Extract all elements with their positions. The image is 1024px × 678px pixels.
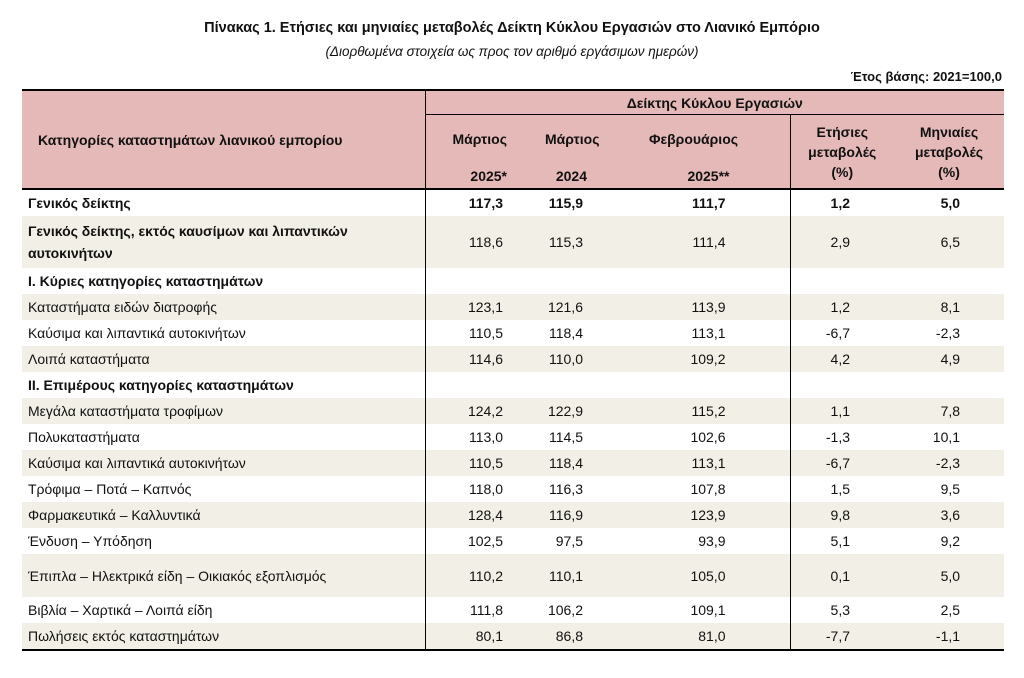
retail-turnover-table — [22, 89, 1004, 651]
section-row — [22, 268, 1004, 294]
table-row — [22, 554, 1004, 597]
row-label: Καύσιμα και λιπαντικά αυτοκινήτων — [22, 450, 425, 476]
cell-annual-change: 1,2 — [790, 294, 894, 320]
col-annual-change-l3: (%) — [831, 163, 854, 180]
table-row — [22, 216, 1004, 268]
col-annual-change — [790, 115, 894, 190]
cell-annual-change: -6,7 — [790, 450, 894, 476]
cell-march-2025: 114,6 — [425, 346, 537, 372]
cell-monthly-change: 5,0 — [894, 189, 1004, 216]
cell-feb-2025: 81,0 — [641, 623, 790, 650]
col-monthly-change — [894, 115, 1004, 190]
cell-feb-2025: 105,0 — [641, 554, 790, 597]
cell-feb-2025: 113,1 — [641, 450, 790, 476]
cell-monthly-change: 9,5 — [940, 481, 961, 497]
col-march-2024-top: Μάρτιος — [537, 115, 641, 164]
table-row — [22, 597, 1004, 623]
base-year-note: Έτος βάσης: 2021=100,0 — [850, 69, 1002, 84]
cell-monthly-change: 8,1 — [894, 294, 1004, 320]
col-feb-2025-top: Φεβρουάριος — [641, 115, 790, 164]
row-label: Βιβλία – Χαρτικά – Λοιπά είδη — [28, 602, 213, 618]
cell-annual-change: 5,1 — [790, 528, 894, 554]
section-row — [22, 372, 1004, 398]
table-title: Πίνακας 1. Ετήσιες και μηνιαίες μεταβολές Δείκτη Κύκλου Εργασιών στο Λιανικό Εμπόριο — [204, 20, 820, 36]
table-row — [22, 424, 1004, 450]
cell-march-2024: 110,1 — [537, 554, 641, 597]
col-march-2025-top: Μάρτιος — [425, 115, 537, 164]
cell-monthly-change: -2,3 — [935, 325, 961, 341]
cell-monthly-change: 5,0 — [894, 554, 1004, 597]
cell-feb-2025: 111,4 — [641, 216, 790, 268]
cell-feb-2025: 109,1 — [690, 602, 726, 618]
cell-march-2025: 118,6 — [425, 216, 537, 268]
cell-march-2024: 122,9 — [537, 398, 641, 424]
cell-monthly-change: 3,6 — [894, 502, 1004, 528]
cell-march-2024: 114,5 — [549, 429, 583, 445]
cell-feb-2025: 123,9 — [641, 502, 790, 528]
cell-march-2025: 118,0 — [425, 476, 537, 502]
row-label: Καταστήματα ειδών διατροφής — [22, 294, 425, 320]
cell-march-2024: 118,4 — [537, 450, 641, 476]
table-row — [22, 189, 1004, 216]
cell-march-2024: 116,3 — [549, 481, 583, 497]
cell-monthly-change: 7,8 — [894, 398, 1004, 424]
table-row — [22, 528, 1004, 554]
table-row — [22, 398, 1004, 424]
cell-march-2025: 110,5 — [425, 450, 537, 476]
cell-annual-change: -1,3 — [790, 424, 894, 450]
row-label: Έπιπλα – Ηλεκτρικά είδη – Οικιακός εξοπλισμός — [22, 554, 425, 597]
table-subtitle: (Διορθωμένα στοιχεία ως προς τον αριθμό εργάσιμων ημερών) — [325, 44, 699, 59]
row-label: Γενικός δείκτης, εκτός καυσίμων και λιπαντικών αυτοκινήτων — [22, 216, 425, 268]
col-monthly-change-l2: μεταβολές — [914, 143, 984, 160]
cell-feb-2025: 109,2 — [641, 346, 790, 372]
cell-march-2024: 115,9 — [537, 189, 641, 216]
cell-march-2025: 80,1 — [425, 623, 537, 650]
cell-march-2024: 86,8 — [537, 623, 641, 650]
cell-annual-change: 1,2 — [790, 189, 894, 216]
row-label: Πωλήσεις εκτός καταστημάτων — [22, 623, 425, 650]
cell-monthly-change: 6,5 — [894, 216, 1004, 268]
cell-march-2025: 124,2 — [425, 398, 537, 424]
cell-feb-2025: 113,9 — [641, 294, 790, 320]
cell-march-2025: 111,8 — [425, 597, 537, 623]
cell-feb-2025: 102,6 — [690, 429, 726, 445]
cell-march-2025: 102,5 — [425, 528, 537, 554]
cell-march-2024: 118,4 — [549, 325, 583, 341]
row-label: Φαρμακευτικά – Καλλυντικά — [22, 502, 425, 528]
cell-march-2024: 106,2 — [547, 602, 583, 618]
cell-march-2025: 113,0 — [425, 424, 537, 450]
cell-monthly-change: -2,3 — [894, 450, 1004, 476]
cell-annual-change: 1,1 — [790, 398, 894, 424]
col-monthly-change-l3: (%) — [938, 163, 960, 180]
row-label: Πολυκαταστήματα — [28, 429, 140, 445]
cell-feb-2025: 113,1 — [691, 325, 726, 341]
cell-annual-change: 5,3 — [790, 597, 894, 623]
index-group-header: Δείκτης Κύκλου Εργασιών — [425, 90, 1004, 115]
cell-annual-change: 9,8 — [790, 502, 894, 528]
cell-annual-change: 4,2 — [790, 346, 894, 372]
cell-march-2025: 117,3 — [425, 189, 537, 216]
cell-monthly-change: 4,9 — [894, 346, 1004, 372]
col-monthly-change-l1: Μηνιαίες — [919, 123, 979, 140]
table-row — [22, 623, 1004, 650]
cell-march-2025: 110,2 — [425, 554, 537, 597]
cell-annual-change: -7,7 — [790, 623, 894, 650]
cell-annual-change: -6,7 — [790, 320, 894, 346]
cell-feb-2025: 115,2 — [641, 398, 790, 424]
col-annual-change-l1: Ετήσιες — [816, 123, 869, 140]
row-label: Ένδυση – Υπόδηση — [28, 533, 152, 549]
cell-march-2024: 115,3 — [537, 216, 641, 268]
cell-annual-change: 1,5 — [790, 476, 894, 502]
row-label: Μεγάλα καταστήματα τροφίμων — [22, 398, 425, 424]
cell-march-2024: 97,5 — [555, 533, 583, 549]
table-row — [22, 320, 1004, 346]
section-label: II. Επιμέρους κατηγορίες καταστημάτων — [28, 377, 294, 393]
table-row — [22, 476, 1004, 502]
cell-feb-2025: 93,9 — [698, 533, 726, 549]
table-row — [22, 450, 1004, 476]
col-feb-2025-bottom: 2025** — [641, 163, 790, 189]
section-label: I. Κύριες κατηγορίες καταστημάτων — [28, 273, 264, 289]
col-march-2025-bottom: 2025* — [425, 163, 537, 189]
row-label: Καύσιμα και λιπαντικά αυτοκινήτων — [28, 325, 246, 341]
cell-monthly-change: 9,2 — [940, 533, 961, 549]
cell-feb-2025: 111,7 — [641, 189, 790, 216]
table-row — [22, 502, 1004, 528]
cell-march-2025: 128,4 — [425, 502, 537, 528]
row-label: Γενικός δείκτης — [22, 189, 425, 216]
cell-feb-2025: 107,8 — [690, 481, 726, 497]
row-label: Λοιπά καταστήματα — [22, 346, 425, 372]
cell-march-2024: 121,6 — [537, 294, 641, 320]
col-annual-change-l2: μεταβολές — [808, 143, 877, 160]
cell-march-2025: 110,5 — [425, 320, 537, 346]
cell-annual-change: 0,1 — [790, 554, 894, 597]
cell-march-2024: 110,0 — [537, 346, 641, 372]
cell-monthly-change: 2,5 — [940, 602, 961, 618]
row-label: Τρόφιμα – Ποτά – Καπνός — [28, 481, 192, 497]
cell-march-2025: 123,1 — [425, 294, 537, 320]
cell-march-2024: 116,9 — [537, 502, 641, 528]
cell-annual-change: 2,9 — [790, 216, 894, 268]
table-row — [22, 294, 1004, 320]
table-row — [22, 346, 1004, 372]
cell-monthly-change: 10,1 — [932, 429, 961, 445]
category-header: Κατηγορίες καταστημάτων λιανικού εμπορίου — [22, 90, 425, 189]
col-march-2024-bottom: 2024 — [537, 163, 641, 189]
cell-monthly-change: -1,1 — [894, 623, 1004, 650]
